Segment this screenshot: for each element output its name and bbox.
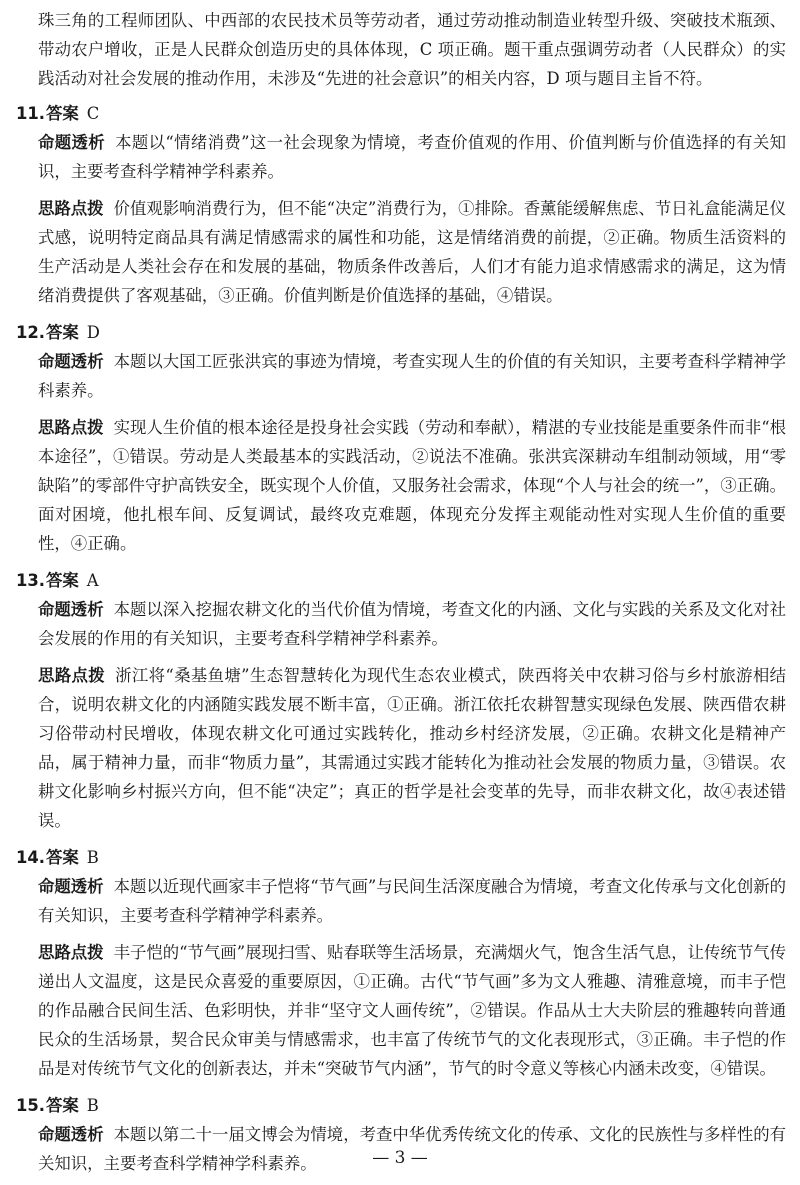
question-13 (16, 566, 787, 835)
answer-label: 答案 (46, 104, 79, 123)
analysis-paragraph (38, 347, 786, 405)
solution-label: 思路点拨 (38, 418, 104, 437)
question-11 (16, 99, 787, 310)
analysis-text: 本题以第二十一届文博会为情境，考查中华优秀传统文化的传承、文化的民族性与多样性的有关知识，主要考查科学精神学科素养。 (38, 1125, 787, 1173)
analysis-text: 本题以“情绪消费”这一社会现象为情境，考查价值观的作用、价值判断与价值选择的有关知识，主要考查科学精神学科素养。 (38, 133, 786, 181)
answer-value: B (86, 848, 99, 867)
question-number: 14. (16, 848, 46, 867)
question-number: 15. (16, 1096, 46, 1115)
analysis-text: 本题以近现代画家丰子恺将“节气画”与民间生活深度融合为情境，考查文化传承与文化创新的有关知识，主要考查科学精神学科素养。 (38, 877, 787, 925)
solution-text: 价值观影响消费行为，但不能“决定”消费行为，①排除。香薰能缓解焦虑、节日礼盒能满足仪式感，说明特定商品具有满足情感需求的属性和功能，这是情绪消费的前提，②正确。物质生活资料的生产活动是人类社会存在和发展的基础，物质条件改善后，人们才有能力追求情感需求的满足，这为情绪消费提供了客观基础，③正确。价值判断是价值选择的基础，④错误。 (38, 199, 787, 305)
question-number: 11. (16, 104, 46, 123)
analysis-paragraph (38, 872, 786, 930)
answer-label: 答案 (46, 1096, 79, 1115)
analysis-label: 命题透析 (38, 133, 106, 152)
solution-text: 浙江将“桑基鱼塘”生态智慧转化为现代生态农业模式，陕西将关中农耕习俗与乡村旅游相结合，说明农耕文化的内涵随实践发展不断丰富，①正确。浙江依托农耕智慧实现绿色发展、陕西借农耕习俗带动村民增收，体现农耕文化可通过实践转化，推动乡村经济发展，②正确。农耕文化是精神产品，属于精神力量，而非“物质力量”，其需通过实践才能转化为推动社会发展的物质力量，③错误。农耕文化影响乡村振兴方向，但不能“决定”；真正的哲学是社会变革的先导，而非农耕文化，故④表述错误。 (38, 666, 786, 830)
answer-label: 答案 (46, 323, 79, 342)
solution-text: 实现人生价值的根本途径是投身社会实践（劳动和奉献），精湛的专业技能是重要条件而非“根本途径”，①错误。劳动是人类最基本的实践活动，②说法不准确。张洪宾深耕动车组制动领域，用“零缺陷”的零部件守护高铁安全，既实现个人价值，又服务社会需求，体现“个人与社会的统一”，③正确。面对困境，他扎根车间、反复调试，最终攻克难题，体现充分发挥主观能动性对实现人生价值的重要性，④正确。 (38, 418, 786, 553)
answer-label: 答案 (46, 848, 79, 867)
answer-line (16, 318, 786, 347)
solution-paragraph (38, 194, 786, 310)
answer-value: B (86, 1096, 99, 1115)
answer-line (16, 843, 786, 872)
analysis-paragraph (38, 595, 786, 653)
answer-value: C (86, 104, 100, 123)
intro-paragraph: 珠三角的工程师团队、中西部的农民技术员等劳动者，通过劳动推动制造业转型升级、突破技术瓶颈、带动农户增收，正是人民群众创造历史的具体体现，C 项正确。题干重点强调劳动者（人民群众）的实践活动对社会发展的推动作用，未涉及“先进的社会意识”的相关内容，D 项与题目主旨不符。 (38, 11, 786, 88)
answer-value: A (86, 571, 99, 590)
question-12 (16, 318, 787, 558)
question-number: 13. (16, 571, 46, 590)
answer-line (16, 99, 786, 128)
question-number: 12. (16, 323, 46, 342)
analysis-label: 命题透析 (38, 877, 104, 896)
answer-label: 答案 (46, 571, 79, 590)
answer-value: D (86, 323, 100, 342)
analysis-label: 命题透析 (38, 600, 104, 619)
solution-text: 丰子恺的“节气画”展现扫雪、贴春联等生活场景，充满烟火气，饱含生活气息，让传统节气传递出人文温度，这是民众喜爱的重要原因，①正确。古代“节气画”多为文人雅趣、清雅意境，而丰子恺的作品融合民间生活、色彩明快，并非“坚守文人画传统”，②错误。作品从士大夫阶层的雅趣转向普通民众的生活场景，契合民众审美与情感需求，也丰富了传统节气的文化表现形式，③正确。丰子恺的作品是对传统节气文化的创新表达，并未“突破节气内涵”，节气的时令意义等核心内涵未改变，④错误。 (38, 943, 787, 1078)
solution-paragraph (38, 938, 786, 1083)
solution-label: 思路点拨 (38, 199, 104, 218)
solution-label: 思路点拨 (38, 943, 104, 962)
analysis-text: 本题以大国工匠张洪宾的事迹为情境，考查实现人生的价值的有关知识，主要考查科学精神学科素养。 (38, 352, 787, 400)
solution-paragraph (38, 661, 786, 835)
analysis-paragraph (38, 128, 786, 186)
question-14 (16, 843, 787, 1083)
answer-line (16, 1091, 786, 1120)
analysis-label: 命题透析 (38, 1125, 104, 1144)
solution-paragraph (38, 413, 786, 558)
analysis-text: 本题以深入挖掘农耕文化的当代价值为情境，考查文化的内涵、文化与实践的关系及文化对社会发展的作用的有关知识，主要考查科学精神学科素养。 (38, 600, 787, 648)
solution-label: 思路点拨 (38, 666, 106, 685)
answer-line (16, 566, 786, 595)
analysis-label: 命题透析 (38, 352, 104, 371)
page-number: — 3 — (372, 1148, 428, 1168)
